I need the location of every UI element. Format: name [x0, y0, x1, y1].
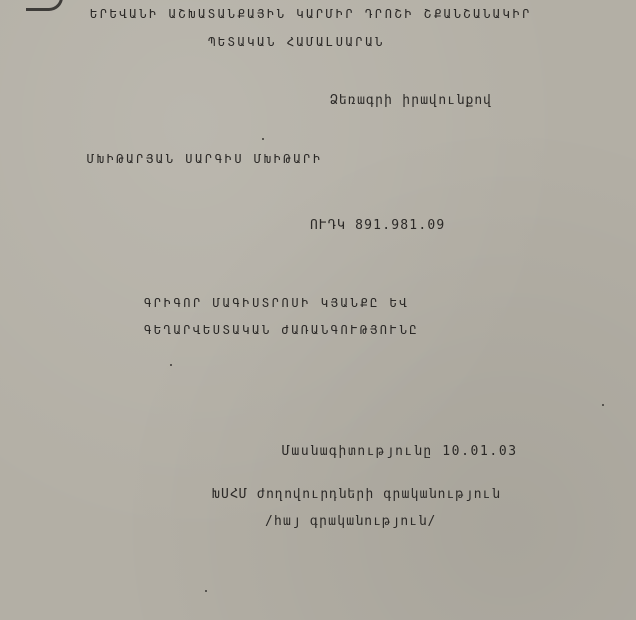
speck [170, 364, 172, 366]
speck [602, 404, 604, 406]
institution-name-line-1: ԵՐԵՎԱՆԻ ԱՇԽԱՏԱՆՔԱՅԻՆ ԿԱՐՄԻՐ ԴՐՈՇԻ ՇՔԱՆՇԱՆԱԿԻՐ [90, 7, 533, 21]
degree-field-line-2: /հայ գրականություն/ [265, 514, 437, 529]
degree-field-line-1: ԽՍՀՄ ժողովուրդների գրականություն [212, 487, 501, 502]
specialty-code: Մասնագիտությունը 10.01.03 [282, 444, 518, 459]
manuscript-rights-note: Ձեռագրի իրավունքով [330, 93, 493, 108]
thesis-title-line-2: ԳԵՂԱՐՎԵՍՏԱԿԱՆ ԺԱՌԱՆԳՈՒԹՅՈՒՆԸ [144, 323, 420, 337]
corner-ink-mark [26, 0, 63, 11]
author-name: ՄԽԻԹԱՐՅԱՆ ՍԱՐԳԻՍ ՄԽԻԹԱՐԻ [87, 152, 323, 166]
speck [205, 590, 207, 592]
institution-name-line-2: ՊԵՏԱԿԱՆ ՀԱՄԱԼՍԱՐԱՆ [208, 35, 385, 49]
speck [262, 138, 264, 140]
udc-code: ՈՒԴԿ 891.981.09 [310, 218, 446, 233]
thesis-title-line-1: ԳՐԻԳՈՐ ՄԱԳԻՍՏՐՈՍԻ ԿՅԱՆՔԸ ԵՎ [144, 296, 410, 310]
